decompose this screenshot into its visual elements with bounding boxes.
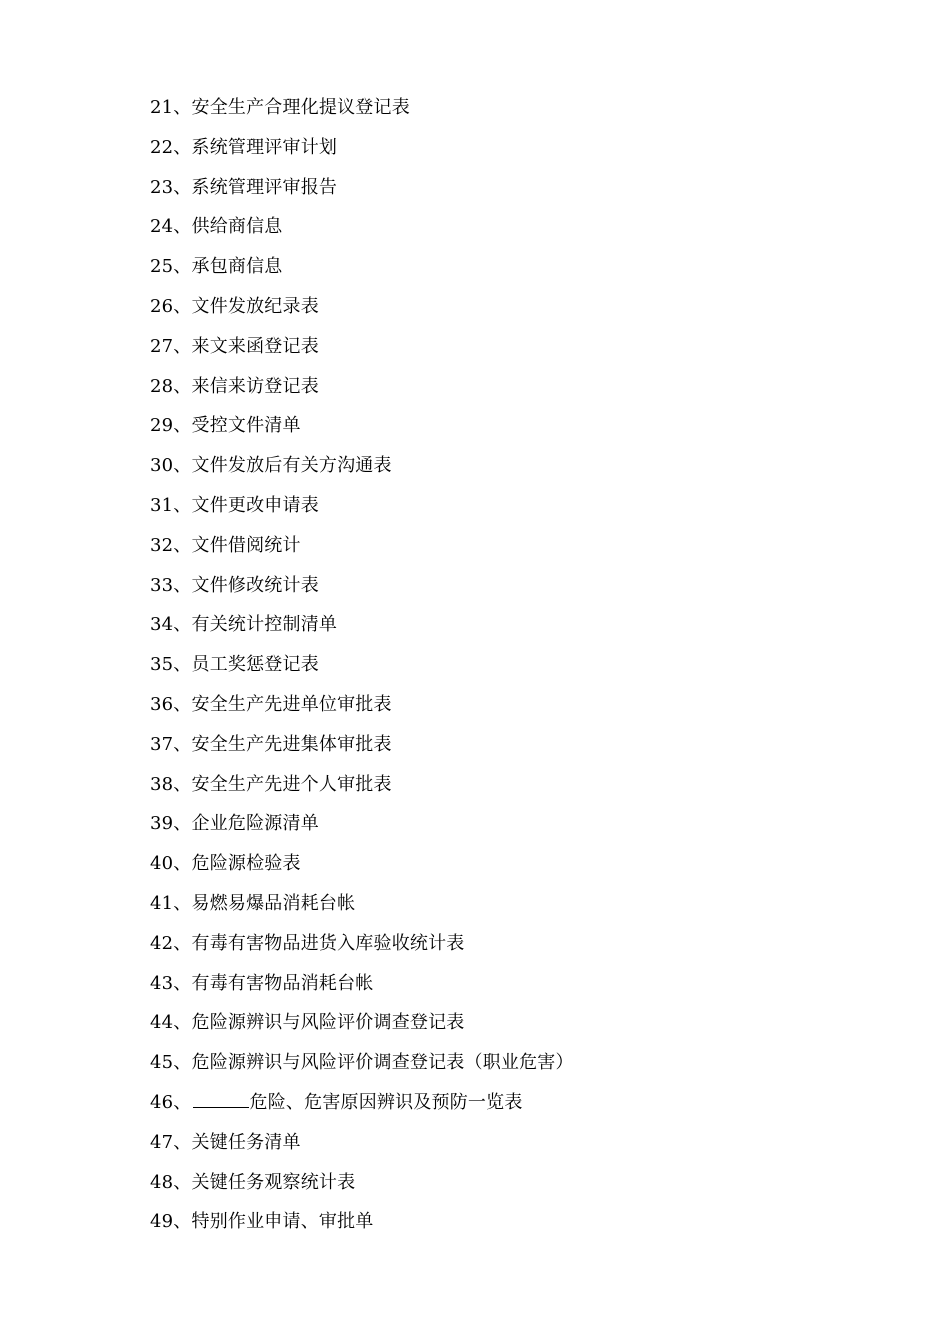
list-item: 36、安全生产先进单位审批表 — [150, 693, 392, 715]
list-item: 42、有毒有害物品进货入库验收统计表 — [150, 932, 465, 954]
list-item: 48、关键任务观察统计表 — [150, 1171, 356, 1193]
list-item: 41、易燃易爆品消耗台帐 — [150, 892, 356, 914]
list-item: 49、特别作业申请、审批单 — [150, 1211, 374, 1233]
list-item-text: 危险、危害原因辨识及预防一览表 — [249, 1091, 523, 1113]
list-item: 38、安全生产先进个人审批表 — [150, 773, 392, 795]
list-item: 44、危险源辨识与风险评价调查登记表 — [150, 1012, 465, 1034]
list-item: 47、关键任务清单 — [150, 1131, 301, 1153]
list-item: 27、来文来函登记表 — [150, 335, 319, 357]
list-item: 24、供给商信息 — [150, 216, 283, 238]
list-item: 35、员工奖惩登记表 — [150, 654, 319, 676]
list-item: 43、有毒有害物品消耗台帐 — [150, 972, 374, 994]
fill-in-blank-line — [193, 1089, 249, 1108]
list-item: 32、文件借阅统计 — [150, 534, 301, 556]
list-item-with-blank — [150, 1088, 574, 1128]
list-item: 30、文件发放后有关方沟通表 — [150, 455, 392, 477]
list-item: 23、系统管理评审报告 — [150, 176, 338, 198]
list-item: 21、安全生产合理化提议登记表 — [150, 97, 410, 118]
form-list — [150, 93, 574, 1247]
list-item: 29、受控文件清单 — [150, 415, 301, 437]
list-item: 25、承包商信息 — [150, 256, 283, 278]
list-item: 26、文件发放纪录表 — [150, 295, 319, 317]
list-item: 28、来信来访登记表 — [150, 375, 319, 397]
list-item: 40、危险源检验表 — [150, 853, 301, 875]
list-item: 31、文件更改申请表 — [150, 494, 319, 516]
list-item-number: 46、 — [150, 1091, 192, 1113]
list-item: 45、危险源辨识与风险评价调查登记表（职业危害） — [150, 1052, 574, 1074]
list-item: 37、安全生产先进集体审批表 — [150, 733, 392, 755]
list-item: 22、系统管理评审计划 — [150, 136, 338, 158]
list-item: 34、有关统计控制清单 — [150, 614, 338, 636]
list-item: 33、文件修改统计表 — [150, 574, 319, 596]
list-item: 39、企业危险源清单 — [150, 813, 319, 835]
